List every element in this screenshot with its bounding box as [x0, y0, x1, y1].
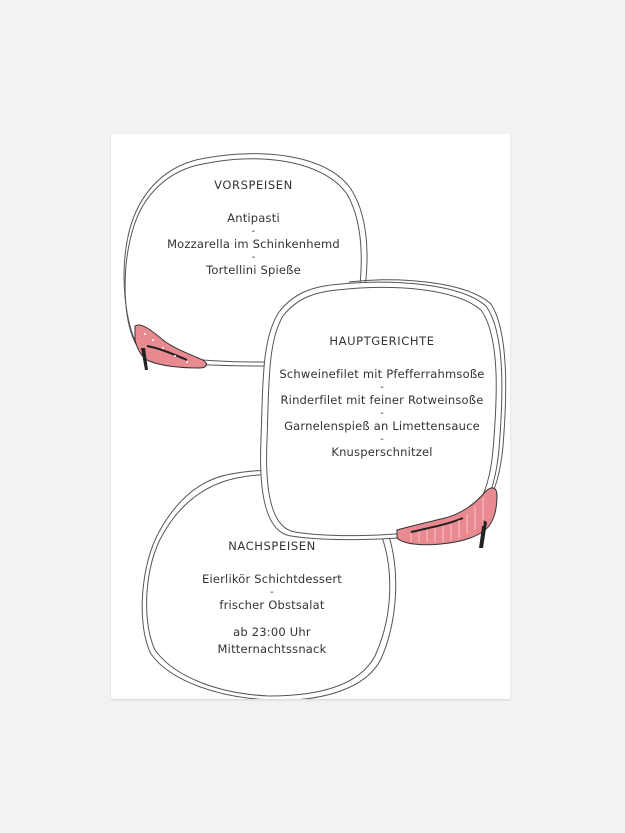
separator: -	[270, 587, 274, 598]
mains-section	[271, 334, 493, 461]
starters-section	[151, 178, 356, 279]
late-snack-label: Mitternachtssnack	[217, 642, 327, 656]
mains-heading: HAUPTGERICHTE	[329, 334, 435, 348]
desserts-item: Eierlikör Schichtdessert	[201, 572, 343, 586]
starters-item: Tortellini Spieße	[206, 263, 301, 277]
separator: -	[380, 408, 384, 419]
mains-item: Schweinefilet mit Pfefferrahmsoße	[279, 367, 485, 381]
pink-heel-shoe-left	[135, 325, 206, 370]
mains-item: Garnelenspieß an Limettensauce	[284, 419, 480, 433]
mains-item: Rinderfilet mit feiner Rotweinsoße	[280, 393, 484, 407]
separator: -	[380, 382, 384, 393]
separator: -	[380, 434, 384, 445]
menu-card	[111, 134, 510, 699]
desserts-item: frischer Obstsalat	[219, 598, 325, 612]
desserts-heading: NACHSPEISEN	[228, 539, 316, 553]
late-snack-time: ab 23:00 Uhr	[233, 625, 311, 639]
spacer	[169, 614, 375, 624]
mains-item: Knusperschnitzel	[331, 445, 433, 459]
starters-item: Mozzarella im Schinkenhemd	[167, 237, 340, 251]
starters-heading: VORSPEISEN	[214, 178, 293, 192]
separator: -	[251, 226, 256, 237]
desserts-section	[169, 539, 375, 658]
separator: -	[251, 252, 256, 263]
starters-item: Antipasti	[227, 211, 280, 225]
